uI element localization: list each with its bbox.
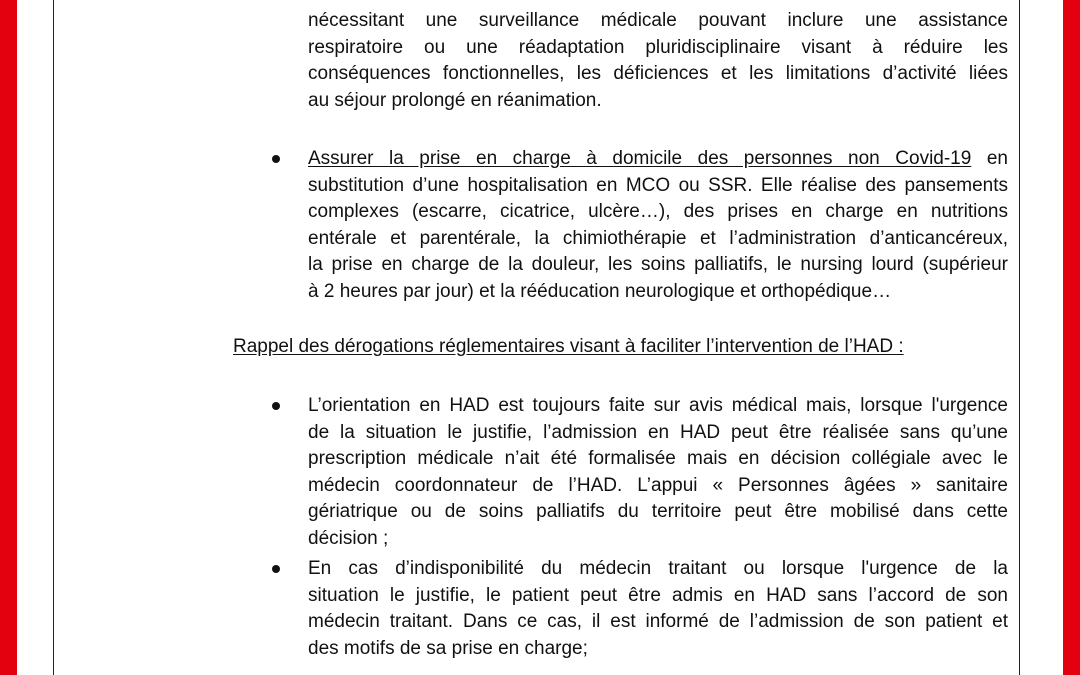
paragraph-respiratory — [308, 8, 1008, 114]
underlined-lead: Assurer la prise en charge à domicile des personnes non Covid-19 — [308, 148, 972, 169]
text-line: prescription médicale n’ait été formalisée mais en décision collégiale avec le — [308, 448, 1008, 470]
text-line: médecin traitant. Dans ce cas, il est informé de l’admission de son patient et — [308, 611, 1008, 633]
bullet-dot — [272, 402, 280, 410]
text-line: substitution d’une hospitalisation en MCO ou SSR. Elle réalise des pansements — [308, 174, 1008, 196]
text-line: au séjour prolongé en réanimation. — [308, 89, 602, 111]
text-line — [308, 146, 1008, 173]
text-line: de la situation le justifie, l’admission en HAD peut être réalisée sans qu’une — [308, 421, 1008, 443]
text-line: des motifs de sa prise en charge; — [308, 637, 588, 659]
text-line: décision ; — [308, 527, 389, 549]
lead-tail: en — [971, 148, 1008, 169]
text-line: gériatrique ou de soins palliatifs du territoire peut être mobilisé dans cette — [308, 501, 1008, 523]
bullet-unavailable-doctor — [308, 556, 1008, 662]
text-line: complexes (escarre, cicatrice, ulcère…), des prises en charge en nutritions — [308, 201, 1008, 223]
section-heading — [233, 334, 1013, 361]
text-line: à 2 heures par jour) et la rééducation neurologique et orthopédique… — [308, 280, 892, 302]
text-line: L’orientation en HAD est toujours faite sur avis médical mais, lorsque l'urgence — [308, 395, 1008, 416]
heading-text: Rappel des dérogations réglementaires visant à faciliter l’intervention de l’HAD : — [233, 336, 904, 357]
bullet-dot — [272, 155, 280, 163]
text-line: respiratoire ou une réadaptation pluridisciplinaire visant à réduire les — [308, 36, 1008, 58]
text-line: conséquences fonctionnelles, les déficiences et les limitations d’activité liées — [308, 63, 1008, 85]
bullet-dot — [272, 565, 280, 573]
text-line: situation le justifie, le patient peut être admis en HAD sans l’accord de son — [308, 584, 1008, 606]
bullet-home-care — [308, 146, 1008, 306]
text-line: En cas d’indisponibilité du médecin traitant ou lorsque l'urgence de la — [308, 558, 1008, 579]
text-line: entérale et parentérale, la chimiothérapie et l’administration d’anticancéreux, — [308, 227, 1008, 249]
text-line: médecin coordonnateur de l’HAD. L’appui « Personnes âgées » sanitaire — [308, 474, 1008, 496]
text-line: nécessitant une surveillance médicale pouvant inclure une assistance — [308, 10, 1008, 31]
text-line: la prise en charge de la douleur, les soins palliatifs, le nursing lourd (supérieur — [308, 254, 1008, 276]
bullet-orientation — [308, 393, 1008, 553]
